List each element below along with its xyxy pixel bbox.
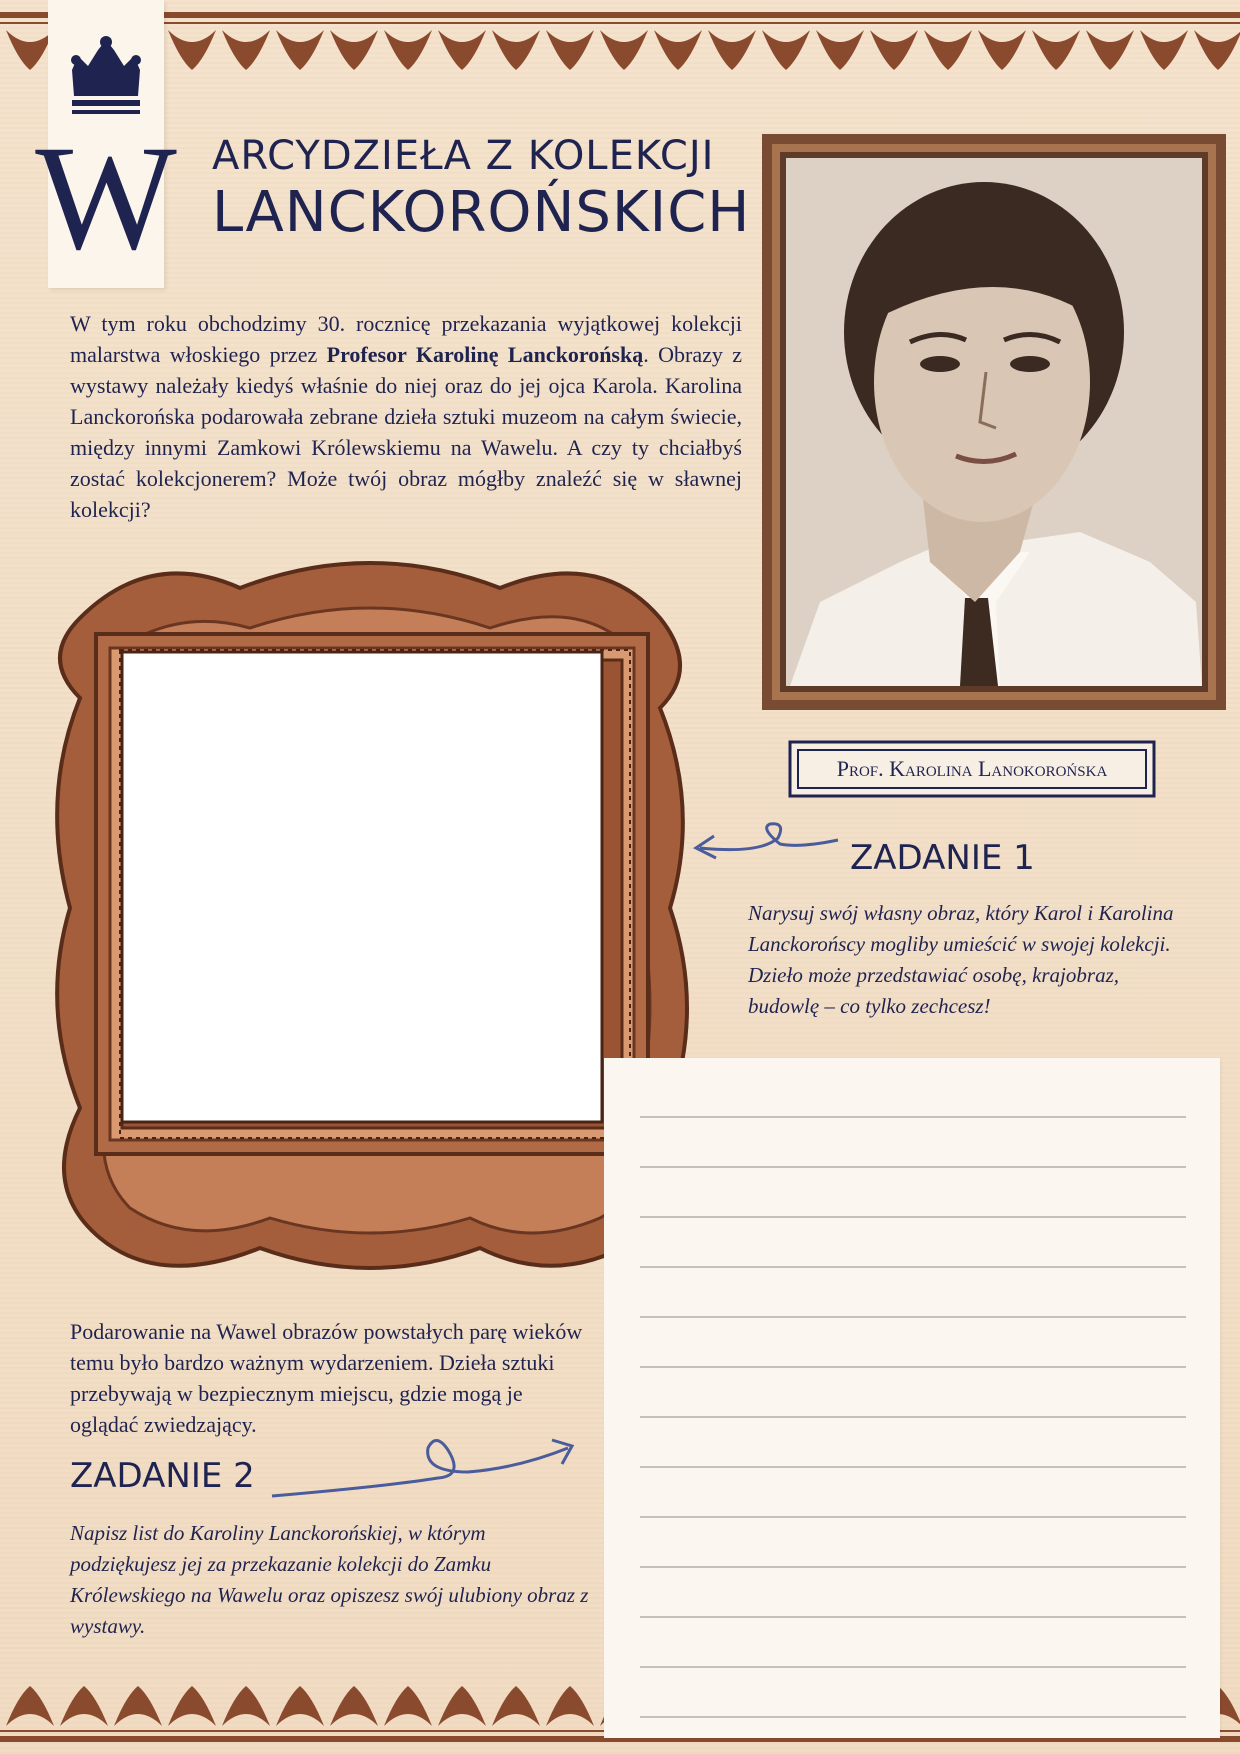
- ornament-motif: [1140, 30, 1188, 70]
- task-1-heading: ZADANIE 1: [850, 838, 1035, 878]
- ornament-motif: [1032, 30, 1080, 70]
- ornament-motif: [816, 30, 864, 70]
- ornament-motif: [6, 1686, 54, 1726]
- blank-canvas-area: [122, 652, 602, 1122]
- caption-text: Prof. Karolina Lanokorońska: [836, 756, 1108, 781]
- writing-line: [640, 1216, 1186, 1218]
- intro-paragraph: [70, 308, 742, 525]
- ornament-motif: [978, 30, 1026, 70]
- writing-line: [640, 1266, 1186, 1268]
- writing-line: [640, 1416, 1186, 1418]
- page-title: [212, 132, 750, 246]
- ornament-motif: [1194, 30, 1240, 70]
- ornament-motif: [168, 1686, 216, 1726]
- ornament-motif: [654, 30, 702, 70]
- ornament-motif: [870, 30, 918, 70]
- ornament-motif: [60, 1686, 108, 1726]
- ornament-motif: [114, 1686, 162, 1726]
- writing-line: [640, 1116, 1186, 1118]
- writing-line: [640, 1716, 1186, 1718]
- intro-highlight-name: Profesor Karolinę Lanckorońską: [326, 342, 644, 367]
- ornament-motif: [384, 30, 432, 70]
- ornament-motif: [762, 30, 810, 70]
- writing-line: [640, 1616, 1186, 1618]
- portrait-illustration: [760, 132, 1228, 712]
- ornament-motif: [492, 1686, 540, 1726]
- ornament-motif: [924, 30, 972, 70]
- writing-line: [640, 1316, 1186, 1318]
- ornament-motif: [276, 30, 324, 70]
- writing-line: [640, 1166, 1186, 1168]
- ornament-motif: [6, 30, 54, 70]
- ornament-motif: [546, 1686, 594, 1726]
- intro-text-2: . Obrazy z wystawy należały kiedyś właśnie do niej oraz do jej ojca Karola. Karolina Lanckorońska podarowała zebrane dzieła sztuki muzeom na całym świecie, między innymi Zamkowi Królewskiemu na Wawelu. A czy ty chciałbyś zostać kolekcjonerem? Może twój obraz mógłby znaleźć się w sławnej kolekcji?: [70, 342, 743, 522]
- writing-paper[interactable]: [604, 1058, 1220, 1738]
- logo-letter: W: [35, 115, 177, 281]
- portrait-caption: [786, 738, 1158, 800]
- ornament-motif: [384, 1686, 432, 1726]
- ornament-motif: [600, 30, 648, 70]
- writing-line: [640, 1566, 1186, 1568]
- task-2-instructions: Napisz list do Karoliny Lanckorońskiej, w którym podziękujesz jej za przekazanie kolekcji do Zamku Królewskiego na Wawelu oraz opiszesz swój ulubiony obraz z wystawy.: [70, 1521, 589, 1638]
- top-ornament-border: [0, 0, 1240, 110]
- writing-line: [640, 1366, 1186, 1368]
- arrow-squiggle-left-icon: [690, 818, 840, 868]
- ornament-motif: [222, 30, 270, 70]
- wawel-logo: [35, 0, 177, 288]
- arrow-squiggle-right-icon: [268, 1428, 588, 1508]
- ornament-motif: [222, 1686, 270, 1726]
- intro-text-1: W tym roku obchodzimy 30. rocznicę przekazania wyjątkowej kolekcji malarstwa włoskiego przez: [70, 311, 742, 367]
- ornament-motif: [330, 30, 378, 70]
- ornament-motif: [492, 30, 540, 70]
- writing-line: [640, 1666, 1186, 1668]
- paragraph-2: Podarowanie na Wawel obrazów powstałych parę wieków temu było bardzo ważnym wydarzeniem. Dzieła sztuki przebywają w bezpiecznym miejscu, gdzie mogą je oglądać zwiedzający.: [70, 1319, 583, 1437]
- ornament-motif: [546, 30, 594, 70]
- ornament-motif: [168, 30, 216, 70]
- ornament-motif: [1086, 30, 1134, 70]
- writing-line: [640, 1516, 1186, 1518]
- task-2-heading: ZADANIE 2: [70, 1456, 255, 1496]
- ornament-motif: [708, 30, 756, 70]
- writing-line: [640, 1466, 1186, 1468]
- ornament-motif: [276, 1686, 324, 1726]
- task-1-instructions: Narysuj swój własny obraz, który Karol i Karolina Lanckorońscy mogliby umieścić w swojej kolekcji. Dzieło może przedstawiać osobę, krajobraz, budowlę – co tylko zechcesz!: [748, 901, 1174, 1018]
- title-line-2: LANCKOROŃSKICH: [212, 180, 751, 245]
- ornament-motif: [438, 30, 486, 70]
- ornament-motif: [330, 1686, 378, 1726]
- crown-w-logo-icon: [35, 0, 177, 288]
- ornament-motif: [438, 1686, 486, 1726]
- title-line-1: ARCYDZIEŁA Z KOLEKCJI: [212, 133, 715, 179]
